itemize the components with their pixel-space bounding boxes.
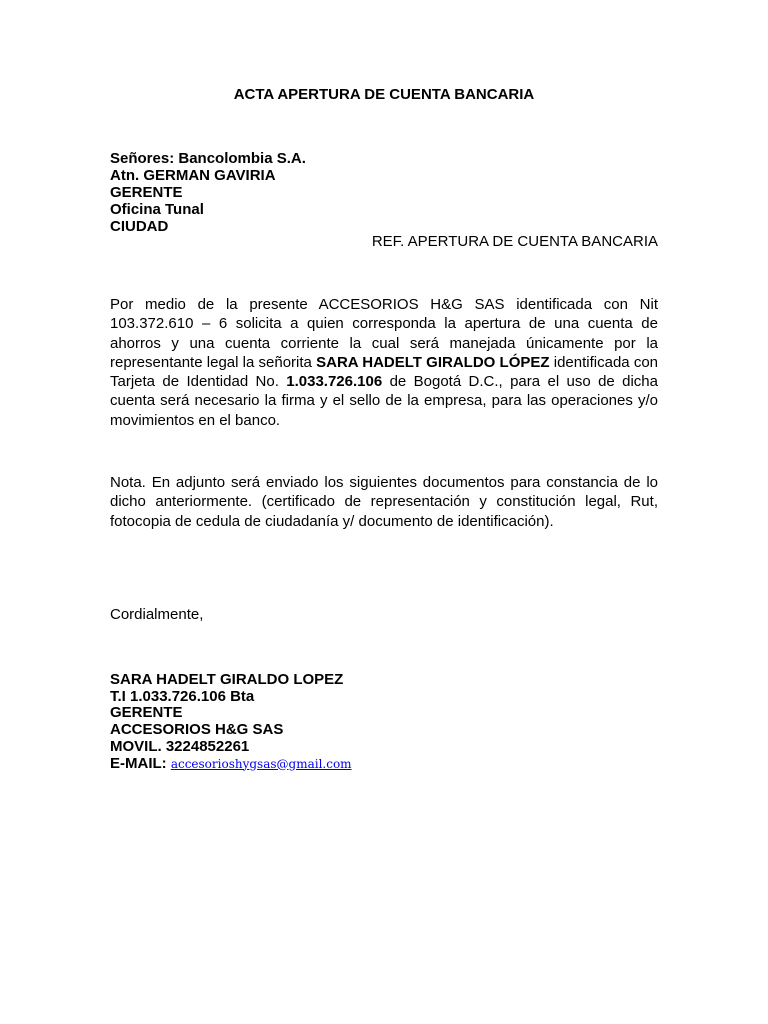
addressee-attention: Atn. GERMAN GAVIRIA: [110, 167, 276, 184]
addressee-office: Oficina Tunal: [110, 201, 204, 218]
signature-id: T.I 1.033.726.106 Bta: [110, 687, 255, 705]
request-text-start: Por medio de la presente ACCESORIOS H&G SAS identificada con Nit 103.372.610 – 6 solicita a quien corresponda la apertura de una cuenta de ahorros y una cuenta corriente la cual será manejada únicamente por la representante legal la señorita: [110, 296, 658, 371]
signature-email-label: E-MAIL:: [110, 754, 171, 772]
closing-salutation: Cordialmente,: [110, 606, 204, 623]
signature-block: [110, 672, 352, 772]
request-text-middle: identificada con Tarjeta de Identidad No.: [110, 353, 659, 391]
signature-email-line: [110, 756, 352, 773]
signature-company: ACCESORIOS H&G SAS: [110, 721, 284, 739]
body-paragraph-note: Nota. En adjunto será enviado los siguientes documentos para constancia de lo dicho anteriormente. (certificado de representación y constitución legal, Rut, fotocopia de cedula de ciudadanía y/ documento de identificación).: [110, 474, 658, 530]
signature-phone: MOVIL. 3224852261: [110, 737, 250, 755]
signature-name: SARA HADELT GIRALDO LOPEZ: [110, 671, 344, 688]
reference-line: REF. APERTURA DE CUENTA BANCARIA: [371, 233, 658, 250]
representative-name: SARA HADELT GIRALDO LÓPEZ: [316, 353, 550, 371]
addressee-role: GERENTE: [110, 184, 183, 201]
signature-role: GERENTE: [110, 704, 183, 722]
addressee-city: CIUDAD: [110, 218, 169, 235]
addressee-block: [110, 150, 306, 235]
email-link[interactable]: accesorioshygsas@gmail.com: [170, 756, 352, 771]
addressee-bank: Señores: Bancolombia S.A.: [110, 150, 306, 167]
document-title: ACTA APERTURA DE CUENTA BANCARIA: [233, 86, 535, 103]
representative-id: 1.033.726.106: [286, 373, 383, 391]
body-paragraph-request: [110, 295, 658, 430]
request-text-end: de Bogotá D.C., para el uso de dicha cuenta será necesario la firma y el sello de la empresa, para las operaciones y/o movimientos en el banco.: [110, 373, 658, 429]
